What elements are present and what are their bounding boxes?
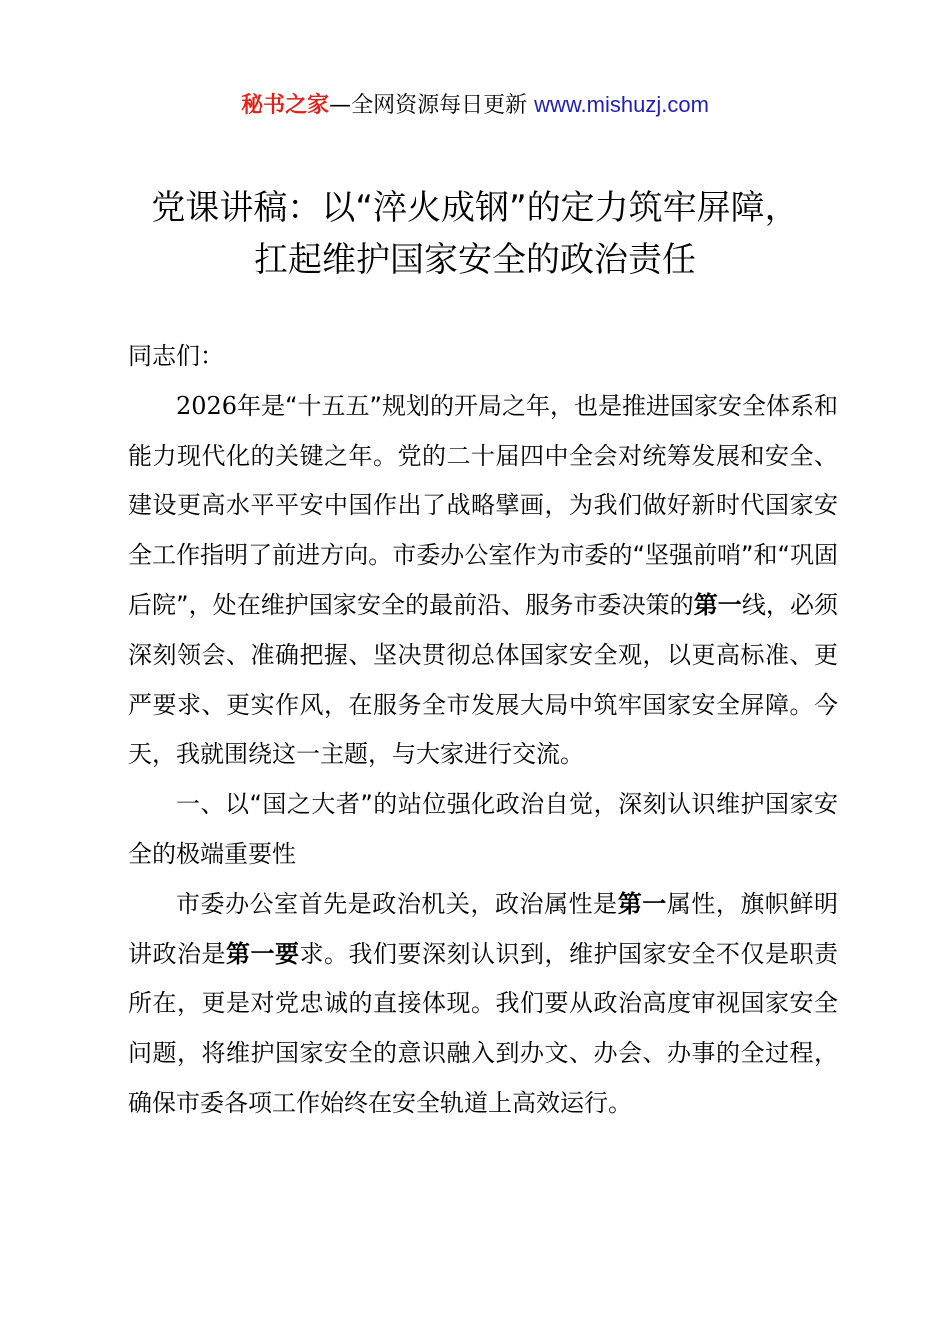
paragraph-section-1	[128, 880, 838, 1129]
bold-phrase: 第一要	[226, 939, 300, 968]
brand-name: 秘书之家	[241, 93, 330, 118]
paragraph-intro-text-b: 线，必须深刻领会、准确把握、坚决贯彻总体国家安全观，以更高标准、更严要求、更实作风，在服务全市发展大局中筑牢国家安全屏障。今天，我就围绕这一主题，与大家进行交流。	[128, 590, 839, 769]
document-body	[128, 332, 838, 1129]
section-heading-1: 一、以“国之大者”的站位强化政治自觉，深刻认识维护国家安全的极端重要性	[128, 790, 838, 868]
year-number: 2026	[176, 391, 238, 420]
salutation: 同志们：	[128, 342, 224, 370]
title-line-2: 扛起维护国家安全的政治责任	[254, 240, 696, 280]
bold-phrase: 第一	[617, 889, 667, 918]
paragraph-section-1-text-c: 求。我们要深刻认识到，维护国家安全不仅是职责所在，更是对党忠诚的直接体现。我们要从政治高度审视国家安全问题，将维护国家安全的意识融入到办文、办会、办事的全过程，确保市委各项工作始终在安全轨道上高效运行。	[128, 939, 838, 1117]
paragraph-intro	[128, 382, 838, 780]
bold-phrase: 第一	[693, 590, 742, 619]
document-title	[60, 182, 890, 286]
paragraph-section-1-text-b: 属性，旗帜鲜明讲政治是	[128, 889, 839, 968]
paragraph-intro-text-a: 年是“十五五”规划的开局之年，也是推进国家安全体系和能力现代化的关键之年。党的二十届四中全会对统筹发展和安全、建设更高水平平安中国作出了战略擘画，为我们做好新时代国家安全工作指明了前进方向。市委办公室作为市委的“坚强前哨”和“巩固后院”，处在维护国家安全的最前沿、服务市委决策的	[128, 391, 838, 619]
site-url-link[interactable]: www.mishuzj.com	[534, 92, 709, 117]
site-header	[0, 88, 950, 123]
header-tagline: —全网资源每日更新	[329, 93, 535, 118]
paragraph-section-1-text-a: 市委办公室首先是政治机关，政治属性是	[176, 889, 618, 918]
title-line-1: 党课讲稿：以“淬火成钢”的定力筑牢屏障，	[151, 188, 799, 228]
